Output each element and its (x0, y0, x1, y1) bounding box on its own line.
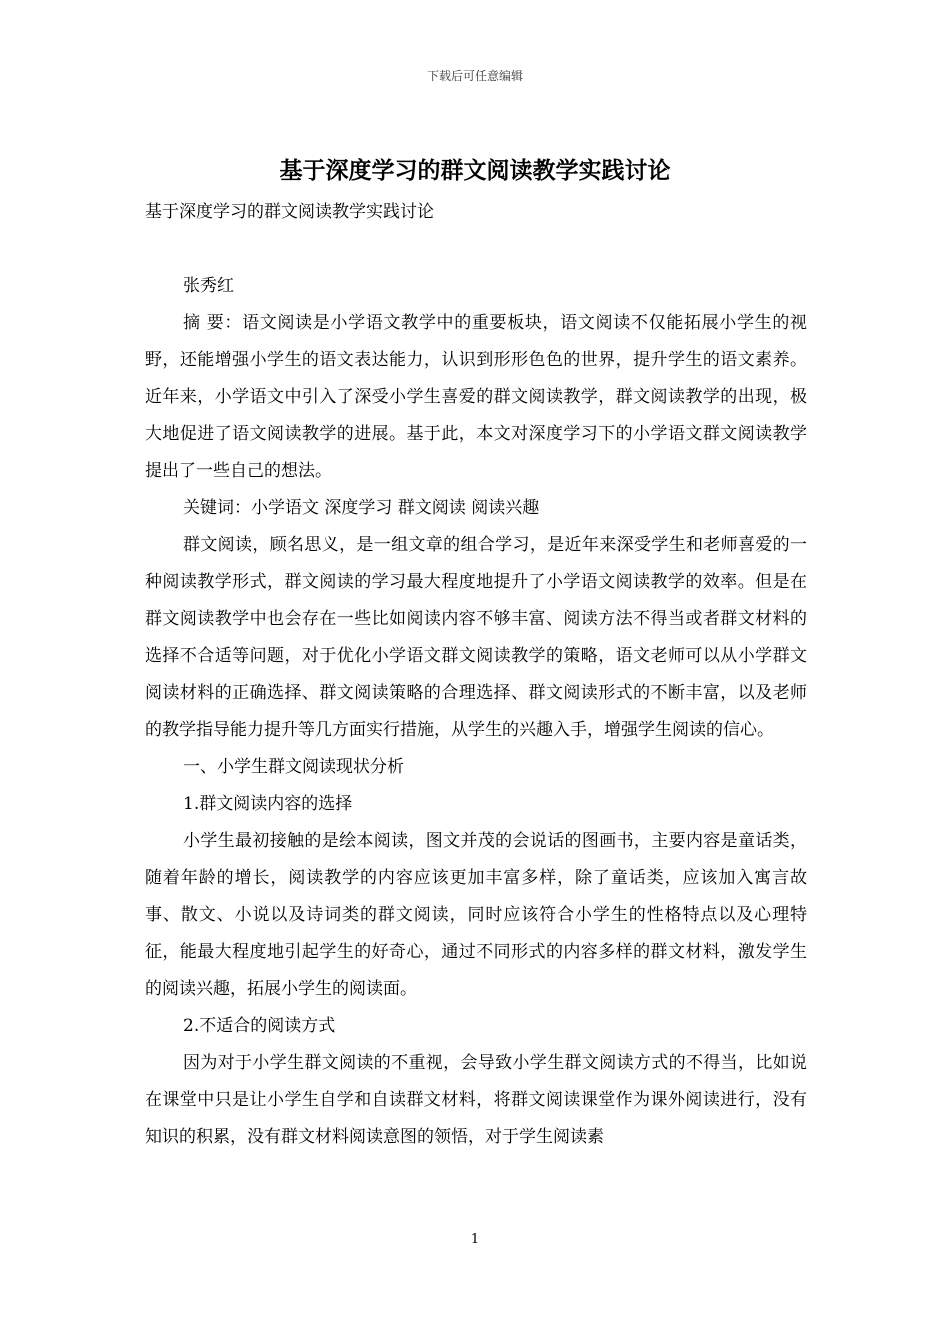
subsection-paragraph: 小学生最初接触的是绘本阅读，图文并茂的会说话的图画书，主要内容是童话类，随着年龄的增长，阅读教学的内容应该更加丰富多样，除了童话类，应该加入寓言故事、散文、小说以及诗词类的群文阅读，同时应该符合小学生的性格特点以及心理特征，能最大程度地引起学生的好奇心，通过不同形式的内容多样的群文材料，激发学生的阅读兴趣，拓展小学生的阅读面。 (145, 831, 807, 999)
document-title: 基于深度学习的群文阅读教学实践讨论 (279, 157, 671, 184)
intro-paragraph: 群文阅读，顾名思义，是一组文章的组合学习，是近年来深受学生和老师喜爱的一种阅读教学形式，群文阅读的学习最大程度地提升了小学语文阅读教学的效率。但是在群文阅读教学中也会存在一些比如阅读内容不够丰富、阅读方法不得当或者群文材料的选择不合适等问题，对于优化小学语文群文阅读教学的策略，语文老师可以从小学群文阅读材料的正确选择、群文阅读策略的合理选择、群文阅读形式的不断丰富，以及老师的教学指导能力提升等几方面实行措施，从学生的兴趣入手，增强学生阅读的信心。 (145, 535, 807, 740)
document-body (145, 194, 807, 1156)
author-name: 张秀红 (183, 276, 234, 296)
subtitle: 基于深度学习的群文阅读教学实践讨论 (145, 202, 434, 222)
page-number: 1 (470, 1232, 480, 1247)
subsection-paragraph: 因为对于小学生群文阅读的不重视，会导致小学生群文阅读方式的不得当，比如说在课堂中只是让小学生自学和自读群文材料，将群文阅读课堂作为课外阅读进行，没有知识的积累，没有群文材料阅读意图的领悟，对于学生阅读素 (145, 1053, 807, 1147)
spacer (145, 231, 807, 268)
header-note: 下载后可任意编辑 (426, 69, 523, 83)
subsection-heading: 2.不适合的阅读方式 (183, 1016, 336, 1036)
section-heading: 一、小学生群文阅读现状分析 (183, 757, 404, 777)
subsection-heading: 1.群文阅读内容的选择 (183, 794, 353, 814)
keywords-line: 关键词：小学语文 深度学习 群文阅读 阅读兴趣 (183, 498, 540, 518)
abstract-paragraph: 摘 要：语文阅读是小学语文教学中的重要板块，语文阅读不仅能拓展小学生的视野，还能增强小学生的语文表达能力，认识到形形色色的世界，提升学生的语文素养。近年来，小学语文中引入了深受小学生喜爱的群文阅读教学，群文阅读教学的出现，极大地促进了语文阅读教学的进展。基于此，本文对深度学习下的小学语文群文阅读教学提出了一些自己的想法。 (145, 313, 807, 481)
